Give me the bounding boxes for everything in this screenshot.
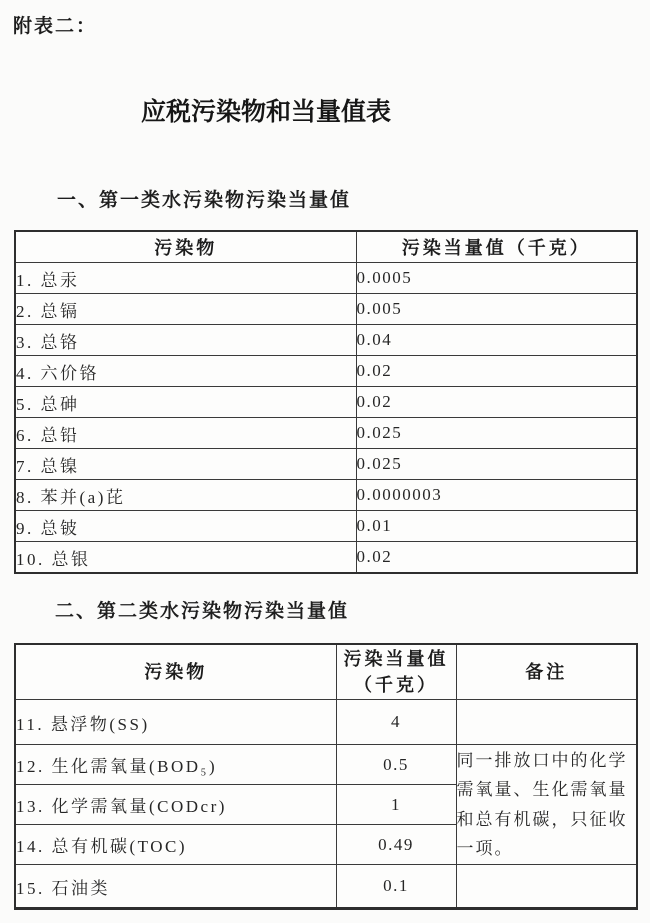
pollutant-name-cell: 6. 总铅 (15, 418, 356, 449)
table-row (15, 325, 637, 356)
table-row (15, 480, 637, 511)
pollutant-name-cell: 14. 总有机碳(TOC) (15, 825, 336, 865)
equivalent-value-cell: 0.025 (356, 449, 637, 480)
remark-cell-empty (456, 865, 637, 909)
col-header-value-line2: （千克） (354, 675, 438, 695)
section2-heading: 二、第二类水污染物污染当量值 (55, 601, 350, 622)
equivalent-value-cell: 0.0000003 (356, 480, 637, 511)
table-row (15, 865, 637, 909)
pollutant-name-cell: 9. 总铍 (15, 511, 356, 542)
document-title: 应税污染物和当量值表 (141, 99, 392, 126)
section1-heading: 一、第一类水污染物污染当量值 (57, 190, 352, 211)
equivalent-value-cell: 0.0005 (356, 263, 637, 294)
equivalent-value-cell: 0.02 (356, 387, 637, 418)
table-row (15, 542, 637, 574)
pollutant-name-cell: 12. 生化需氧量(BOD₅) (15, 745, 336, 785)
equivalent-value-cell: 0.49 (336, 825, 456, 865)
col-header-value-line1: 污染当量值 (343, 648, 449, 669)
equivalent-value-cell: 0.02 (356, 356, 637, 387)
pollutant-name-cell: 5. 总砷 (15, 387, 356, 418)
table-header-row (15, 231, 637, 263)
col-header-equivalent-value (336, 644, 456, 700)
table-row (15, 294, 637, 325)
appendix-label: 附表二： (13, 16, 98, 37)
table-second-class-pollutants (14, 643, 638, 910)
equivalent-value-cell: 1 (336, 785, 456, 825)
table-row (15, 449, 637, 480)
equivalent-value-cell: 0.04 (356, 325, 637, 356)
pollutant-name-cell: 7. 总镍 (15, 449, 356, 480)
pollutant-name-cell: 1. 总汞 (15, 263, 356, 294)
table-row (15, 387, 637, 418)
equivalent-value-cell: 0.02 (356, 542, 637, 574)
table-row (15, 745, 637, 785)
equivalent-value-cell: 0.1 (336, 865, 456, 909)
pollutant-name-cell: 8. 苯并(a)芘 (15, 480, 356, 511)
pollutant-name-cell: 13. 化学需氧量(CODcr) (15, 785, 336, 825)
col-header-pollutant: 污染物 (15, 644, 336, 700)
equivalent-value-cell: 0.025 (356, 418, 637, 449)
equivalent-value-cell: 0.005 (356, 294, 637, 325)
remark-cell-empty (456, 700, 637, 745)
table-row (15, 356, 637, 387)
equivalent-value-cell: 0.01 (356, 511, 637, 542)
pollutant-name-cell: 11. 悬浮物(SS) (15, 700, 336, 745)
pollutant-name-cell: 2. 总镉 (15, 294, 356, 325)
pollutant-name-cell: 10. 总银 (15, 542, 356, 574)
remark-cell-merged: 同一排放口中的化学需氧量、生化需氧量和总有机碳，只征收一项。 (456, 745, 637, 865)
col-header-equivalent-value: 污染当量值（千克） (356, 231, 637, 263)
table-row (15, 263, 637, 294)
col-header-pollutant: 污染物 (15, 231, 356, 263)
col-header-remark: 备注 (456, 644, 637, 700)
pollutant-name-cell: 3. 总铬 (15, 325, 356, 356)
pollutant-name-cell: 4. 六价铬 (15, 356, 356, 387)
table-header-row (15, 644, 637, 700)
equivalent-value-cell: 0.5 (336, 745, 456, 785)
equivalent-value-cell: 4 (336, 700, 456, 745)
table-first-class-pollutants (14, 230, 638, 574)
table-row (15, 511, 637, 542)
pollutant-name-cell: 15. 石油类 (15, 865, 336, 909)
table-row (15, 700, 637, 745)
table-row (15, 418, 637, 449)
